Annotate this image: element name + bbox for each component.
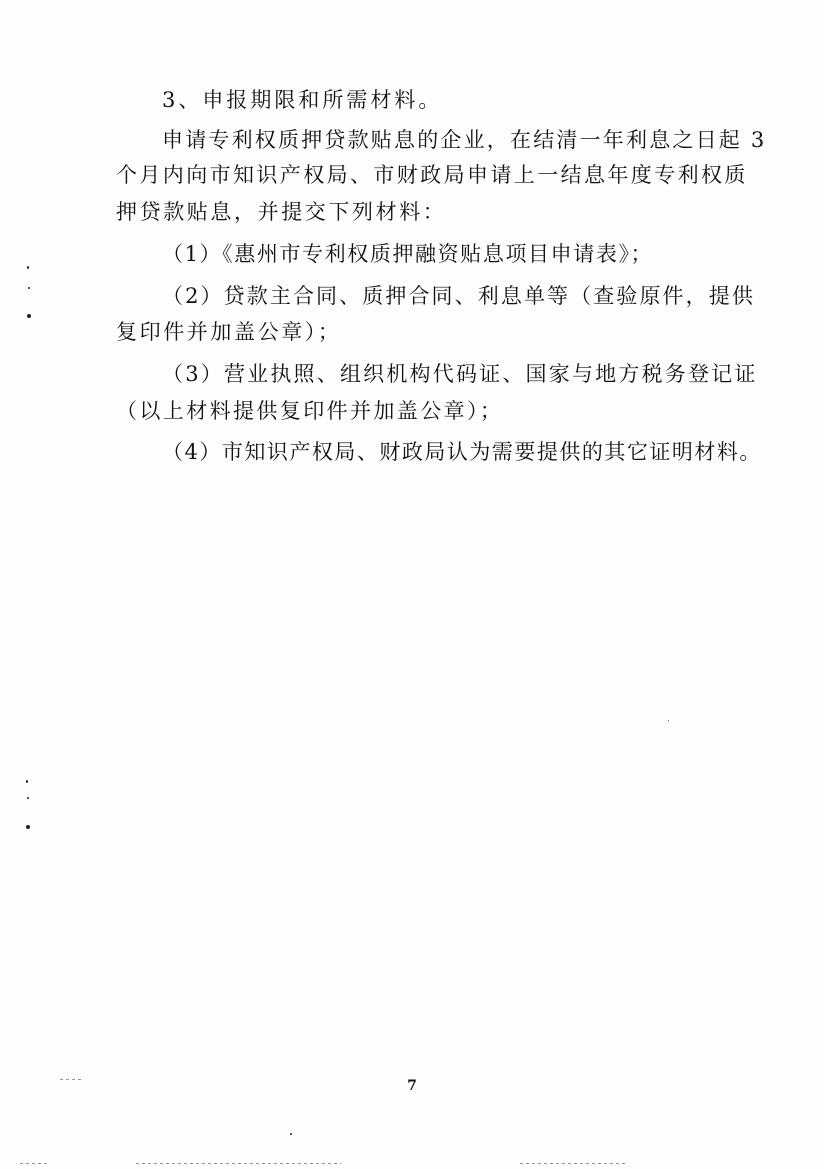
- scan-streak: [60, 1079, 82, 1080]
- paragraph-line: 押贷款贴息，并提交下列材料：: [116, 200, 447, 224]
- list-item-continuation: （以上材料提供复印件并加盖公章）；: [116, 399, 504, 423]
- list-item: （2）贷款主合同、质押合同、利息单等（查验原件，提供: [162, 284, 755, 308]
- scan-streak: [520, 1163, 625, 1164]
- list-item-continuation: 复印件并加盖公章）；: [116, 320, 342, 344]
- scan-speck: [28, 287, 30, 289]
- scan-streak: [136, 1163, 341, 1164]
- scan-speck: [290, 1133, 292, 1135]
- list-item: （1）《惠州市专利权质押融资贴息项目申请表》；: [162, 242, 654, 266]
- scan-speck: [26, 780, 28, 783]
- scan-streak: [20, 1163, 50, 1164]
- list-item: （3）营业执照、组织机构代码证、国家与地方税务登记证: [162, 362, 758, 386]
- paragraph-line: 个月内向市知识产权局、市财政局申请上一结息年度专利权质: [116, 163, 748, 187]
- section-heading: 3、申报期限和所需材料。: [162, 88, 443, 112]
- scan-speck: [26, 825, 30, 829]
- page-number: 7: [407, 1078, 417, 1094]
- paragraph-line: 申请专利权质押贷款贴息的企业，在结清一年利息之日起 3: [162, 128, 767, 152]
- scan-speck: [27, 314, 31, 318]
- list-item: （4）市知识产权局、财政局认为需要提供的其它证明材料。: [162, 440, 762, 464]
- scan-speck: [27, 266, 29, 269]
- scan-speck: [27, 797, 29, 799]
- scan-speck: [668, 720, 669, 721]
